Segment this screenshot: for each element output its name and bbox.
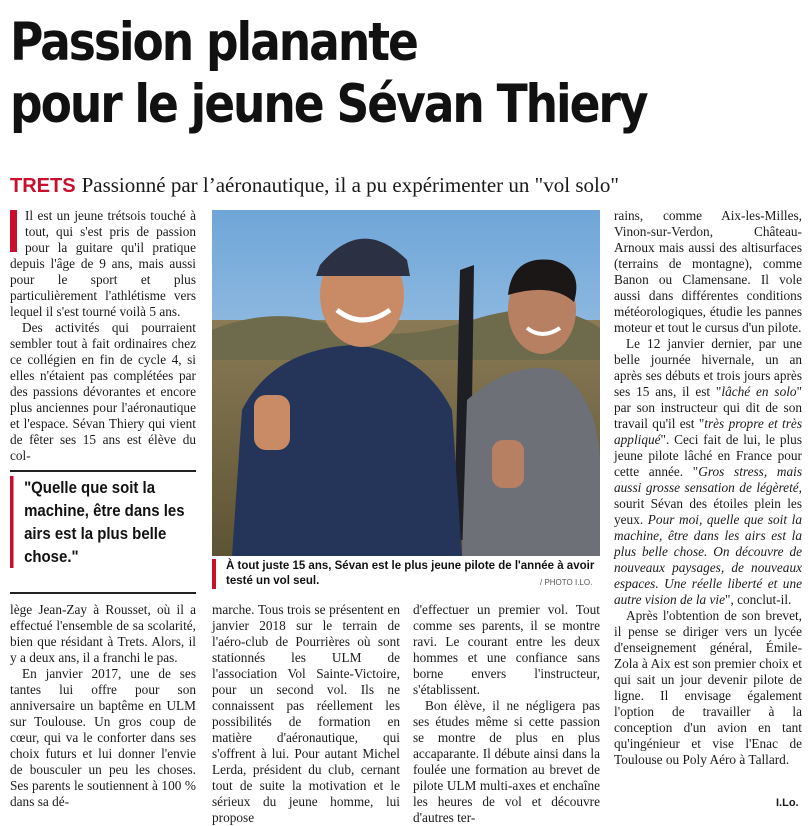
- quote-rule-top: [10, 470, 196, 472]
- column-2: [212, 602, 400, 826]
- headline: [10, 12, 689, 136]
- paragraph: Il est un jeune trétsois touché à tout, qui s'est pris de passion pour la guitare qu'il pratique depuis l'âge de 9 ans, mais aussi pour le sport et plus particulièrement l'athlétisme vers lequel il s'est tourné voilà 5 ans.: [10, 208, 196, 319]
- quote-rule-bottom: [10, 592, 196, 594]
- text-run: Le 12 janvier dernier, par une belle journée hivernale, un an après ses débuts et trois jours après ses 15 ans, il est ": [614, 336, 802, 399]
- paragraph: Bon élève, il ne négligera pas ses études même si cette passion se montre de plus en plus accaparante. Il débute ainsi dans la foulée une formation au brevet de pilote ULM multi-axes et enchaîne les heures de vol et découvre d'autres ter-: [413, 698, 600, 825]
- text-run: ". Ceci fait de lui, le plus jeune pilote lâché en France pour cette année. ": [614, 432, 802, 479]
- paragraph: Après l'obtention de son brevet, il pense se diriger vers un lycée d'enseignement général, Émile-Zola à Aix est son premier choix et qui sait un jour devenir pilote de ligne. Il envisage également l'option de travailler à la conception d'un avion en tant qu'ingénieur et vise l'Enac de Toulouse ou Poly Aéro à Tallard.: [614, 608, 802, 767]
- paragraph: lège Jean-Zay à Rousset, où il a effectué l'ensemble de sa scolarité, bien que résidant à Trets. Alors, il y a deux ans, il a franchi le pas.: [10, 602, 196, 665]
- quote-run: Gros stress, mais aussi grosse sensation de légèreté,: [614, 464, 802, 495]
- headline-line-1: Passion planante: [10, 12, 417, 73]
- paragraph: marche. Tous trois se présentent en janvier 2018 sur le terrain de l'aéro-club de Pourrières où sont stationnés les ULM de l'association Vol Sainte-Victoire, pour un second vol. Ils ne connaissent pas réellement les possibilités de formation en matière d'aéronautique, qui s'offrent à lui. Pour autant Michel Lerda, président du club, cernant tout de suite la motivation et le sérieux du jeune homme, lui propose: [212, 602, 400, 825]
- quote-run: lâché en solo: [721, 384, 797, 399]
- author-signature: I.Lo.: [776, 797, 799, 809]
- column-1-bottom: [10, 602, 196, 810]
- paragraph: [614, 336, 802, 608]
- quote-run: Pour moi, quelle que soit la machine, être dans les airs est la plus belle chose. On découvre de nouveaux paysages, de nouveaux espaces. Une réelle liberté et une autre vision de la vie: [614, 512, 802, 607]
- standfirst: [10, 172, 810, 199]
- column-4: [614, 208, 802, 768]
- drop-cap-marker: [10, 210, 17, 252]
- photo-credit: / PHOTO I.LO.: [540, 578, 593, 587]
- column-3: [413, 602, 600, 826]
- paragraph: rains, comme Aix-les-Milles, Vinon-sur-Verdon, Château-Arnoux mais aussi des altisurfaces (terrains de montagne), comme Banon ou Clamensane. Il vole aussi dans différentes conditions météorologiques, étudie les pannes moteur et tout le cursus d'un pilote.: [614, 208, 802, 335]
- paragraph: d'effectuer un premier vol. Tout comme ses parents, il se montre ravi. Le courant entre les deux hommes et une confiance sans borne envers l'instructeur, s'établissent.: [413, 602, 600, 697]
- article-photo: [212, 210, 600, 556]
- standfirst-text: Passionné par l’aéronautique, il a pu expérimenter un "vol solo": [81, 173, 619, 197]
- quote-run: très propre et très appliqué: [614, 416, 803, 447]
- paragraph: En janvier 2017, une de ses tantes lui offre pour son anniversaire un baptême en ULM sur Toulouse. Un gros coup de cœur, qui va le conforter dans ses choix futurs et lui donner l'envie de bousculer un peu les choses. Ses parents le soutiennent à 100 % dans sa dé-: [10, 666, 196, 809]
- text-run: sourit Sévan des étoiles plein les yeux.: [614, 496, 802, 527]
- pull-quote: "Quelle que soit la machine, être dans les airs est la plus belle chose.": [10, 476, 191, 568]
- photo-illustration: [212, 210, 600, 556]
- text-run: " par son instructeur qui dit de son travail qu'il est ": [614, 384, 802, 431]
- column-1-top: [10, 208, 196, 464]
- text-run: ", conclut-il.: [725, 592, 792, 607]
- location-kicker: TRETS: [10, 175, 76, 197]
- paragraph: Des activités qui pourraient sembler tout à fait ordinaires chez ce collégien en fin de cycle 4, si elles n'étaient pas complétées par des passions dévorantes et encore plus anciennes pour l'aéronautique et l'espace. Sévan Thiery qui vient de fêter ses 15 ans est élève du col-: [10, 320, 196, 463]
- photo-caption: À tout juste 15 ans, Sévan est le plus jeune pilote de l'année à avoir testé un vol seul.: [212, 559, 600, 589]
- headline-line-2: pour le jeune Sévan Thiery: [10, 74, 647, 135]
